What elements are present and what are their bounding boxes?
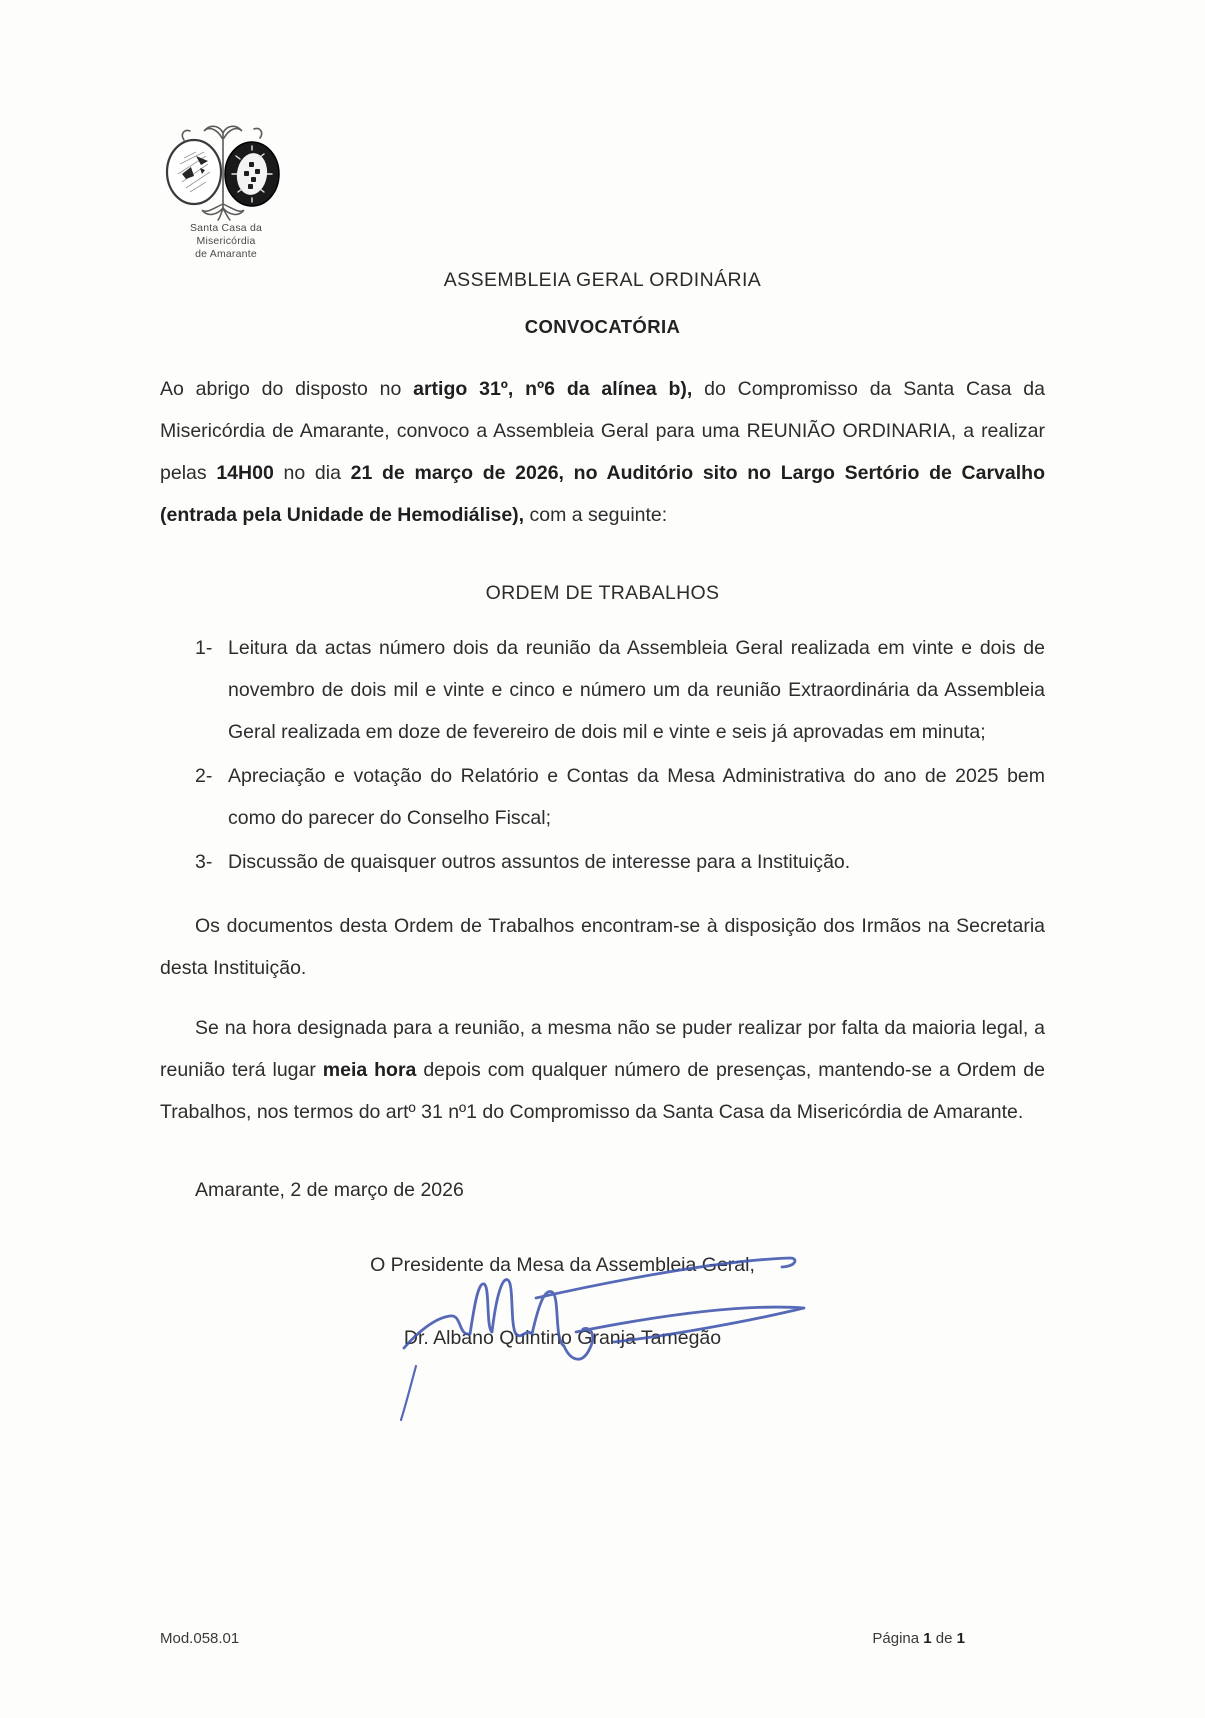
misericordia-emblem-icon bbox=[160, 122, 292, 222]
footer-page-indicator: Página 1 de 1 bbox=[872, 1630, 965, 1647]
order-item-3 bbox=[160, 841, 1045, 883]
footer-model-number: Mod.058.01 bbox=[160, 1630, 240, 1647]
dateline: Amarante, 2 de março de 2026 bbox=[195, 1179, 464, 1201]
paragraph-quorum: Se na hora designada para a reunião, a mesma não se puder realizar por falta da maioria legal, a reunião terá lugar meia hora depois com qualquer número de presenças, mantendo-se a Ordem de Trabalhos, nos termos do artº 31 nº1 do Compromisso da Santa Casa da Misericórdia de Amarante. bbox=[160, 1017, 1045, 1123]
order-list bbox=[160, 627, 1045, 883]
intro-paragraph: Ao abrigo do disposto no artigo 31º, nº6 da alínea b), do Compromisso da Santa Casa da Misericórdia de Amarante, convoco a Assembleia Geral para uma REUNIÃO ORDINARIA, a realizar pelas 14H00 no dia 21 de março de 2026, no Auditório sito no Largo Sertório de Carvalho (entrada pela Unidade de Hemodiálise), com a seguinte: bbox=[160, 378, 1045, 526]
signatory-name: Dr. Albano Quintino Granja Tamegão bbox=[403, 1327, 722, 1349]
order-item-3-marker: 3- bbox=[195, 851, 213, 873]
document-title: ASSEMBLEIA GERAL ORDINÁRIA bbox=[443, 269, 762, 291]
logo-caption-line2: de Amarante bbox=[195, 248, 257, 260]
page-footer bbox=[160, 1630, 965, 1647]
order-item-2-marker: 2- bbox=[195, 765, 213, 787]
order-item-3-text: Discussão de quaisquer outros assuntos de interesse para a Instituição. bbox=[228, 851, 851, 873]
signature-role-line: O Presidente da Mesa da Assembleia Geral, bbox=[370, 1254, 755, 1276]
order-heading: ORDEM DE TRABALHOS bbox=[485, 582, 720, 604]
order-item-1 bbox=[160, 627, 1045, 753]
document-subtitle: CONVOCATÓRIA bbox=[524, 316, 681, 337]
logo-caption-line1: Santa Casa da Misericórdia bbox=[189, 222, 263, 247]
paragraph-documents: Os documentos desta Ordem de Trabalhos encontram-se à disposição dos Irmãos na Secretaria desta Instituição. bbox=[160, 915, 1045, 979]
order-item-2-text: Apreciação e votação do Relatório e Contas da Mesa Administrativa do ano de 2025 bem como do parecer do Conselho Fiscal; bbox=[228, 765, 1045, 829]
organization-logo bbox=[160, 122, 292, 261]
order-item-1-text: Leitura da actas número dois da reunião da Assembleia Geral realizada em vinte e dois de novembro de dois mil e vinte e cinco e número um da reunião Extraordinária da Assembleia Geral realizada em doze de fevereiro de dois mil e vinte e seis já aprovadas em minuta; bbox=[228, 637, 1045, 743]
order-item-1-marker: 1- bbox=[195, 637, 213, 659]
signature-block bbox=[160, 1254, 1045, 1350]
order-item-2 bbox=[160, 755, 1045, 839]
